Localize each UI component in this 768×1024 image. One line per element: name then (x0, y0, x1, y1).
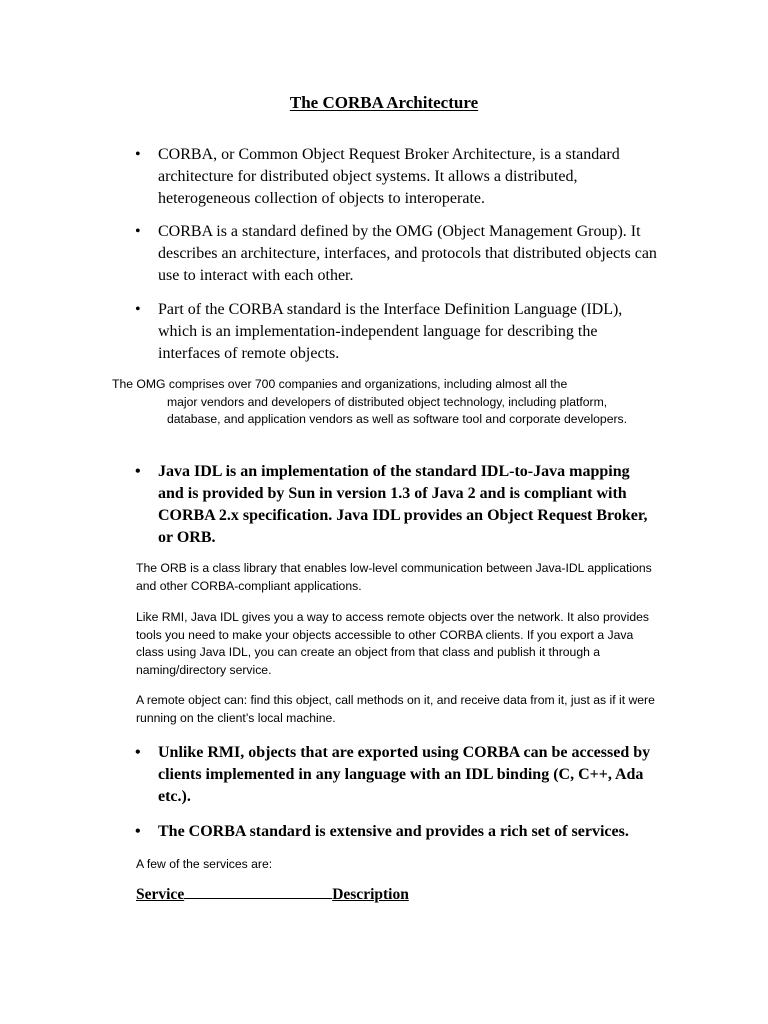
services-intro: A few of the services are: (136, 857, 273, 871)
bullet-marker: • (135, 146, 141, 163)
omg-paragraph (112, 376, 632, 429)
bullet-text: Part of the CORBA standard is the Interface Definition Language (IDL), which is an implementation-independent language for describing the interfaces of remote objects. (158, 301, 623, 362)
bullet-idl (135, 299, 658, 365)
services-table-header (136, 886, 409, 904)
column-header-description: Description (332, 886, 409, 903)
header-underline-gap (184, 886, 332, 899)
bullet-java-idl (135, 461, 658, 549)
page-title: The CORBA Architecture (289, 93, 479, 112)
bullet-unlike-rmi (135, 742, 658, 808)
bullet-text: Java IDL is an implementation of the standard IDL-to-Java mapping and is provided by Sun in version 1.3 of Java 2 and is compliant with CORBA 2.x specification. Java IDL provides an Object Request Broker, or ORB. (158, 463, 648, 546)
bullet-marker: • (135, 744, 141, 761)
bullet-text: CORBA is a standard defined by the OMG (Object Management Group). It describes an architecture, interfaces, and protocols that distributed objects can use to interact with each other. (158, 223, 657, 284)
bullet-text: Unlike RMI, objects that are exported using CORBA can be accessed by clients implemented in any language with an IDL binding (C, C++, Ada etc.). (158, 744, 651, 805)
bullet-corba-definition (135, 144, 658, 210)
bullet-text: The CORBA standard is extensive and provides a rich set of services. (158, 823, 629, 840)
bullet-services (135, 821, 678, 843)
bullet-marker: • (135, 463, 141, 480)
bullet-marker: • (135, 823, 141, 840)
rmi-comparison-paragraph: Like RMI, Java IDL gives you a way to access remote objects over the network. It also provides tools you need to make your objects accessible to other CORBA clients. If you export a Java class using Java IDL, you can create an object from that class and publish it through a naming/directory service. (136, 610, 650, 677)
bullet-text: CORBA, or Common Object Request Broker Architecture, is a standard architecture for distributed object systems. It allows a distributed, heterogeneous collection of objects to interoperate. (158, 146, 620, 207)
column-header-service: Service (136, 886, 185, 903)
bullet-marker: • (135, 223, 141, 240)
bullet-marker: • (135, 301, 141, 318)
remote-object-paragraph: A remote object can: find this object, call methods on it, and receive data from it, just as if it were running on the client’s local machine. (136, 693, 655, 725)
omg-paragraph-first-line: The OMG comprises over 700 companies and organizations, including almost all the (112, 377, 568, 391)
omg-paragraph-rest: major vendors and developers of distributed object technology, including platform, database, and application vendors as well as software tool and corporate developers. (167, 394, 628, 426)
bullet-omg-standard (135, 221, 658, 287)
orb-paragraph: The ORB is a class library that enables low-level communication between Java-IDL applications and other CORBA-compliant applications. (136, 561, 652, 593)
